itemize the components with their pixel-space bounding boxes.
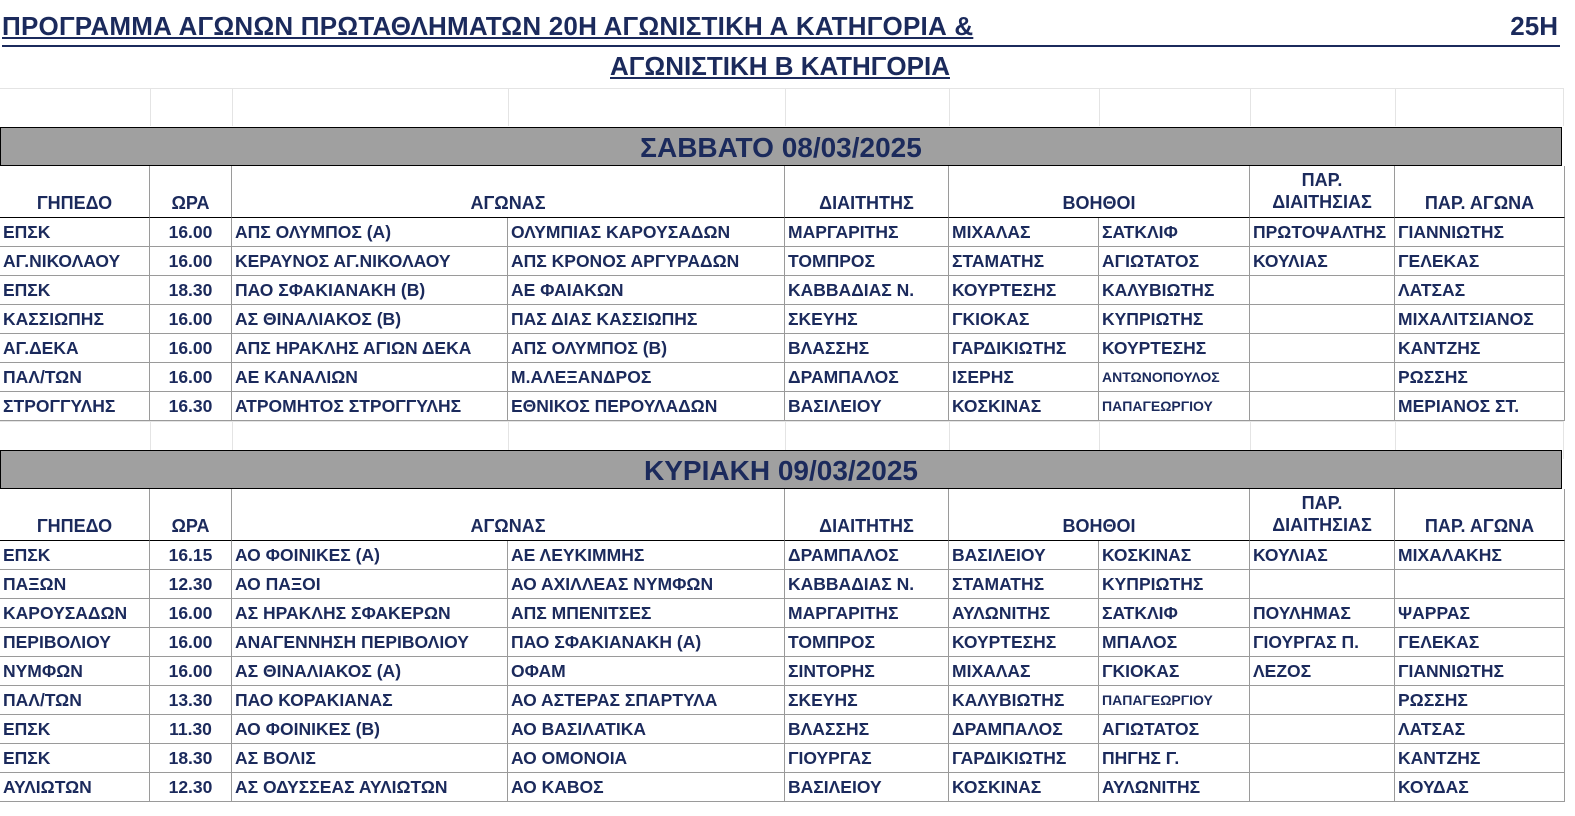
away-team-cell: ΑΟ ΑΣΤΕΡΑΣ ΣΠΑΡΤΥΛΑ (508, 686, 785, 715)
ref-observer-cell (1250, 570, 1395, 599)
header-time (150, 166, 232, 218)
time-cell: 18.30 (150, 276, 232, 305)
header-line: ΔΙΑΙΤΗΣΙΑΣ (1272, 515, 1372, 535)
away-team-cell: ΠΑΟ ΣΦΑΚΙΑΝΑΚΗ (Α) (508, 628, 785, 657)
away-team-cell: ΠΑΣ ΔΙΑΣ ΚΑΣΣΙΩΠΗΣ (508, 305, 785, 334)
referee-cell: ΔΡΑΜΠΑΛΟΣ (785, 541, 949, 570)
table-row (0, 541, 1565, 570)
grid-cell (1250, 88, 1396, 126)
time-cell: 16.00 (150, 657, 232, 686)
home-team-cell: ΑΠΣ ΗΡΑΚΛΗΣ ΑΓΙΩΝ ΔΕΚΑ (232, 334, 508, 363)
header-assistants (949, 489, 1250, 541)
referee-cell: ΜΑΡΓΑΡΙΤΗΣ (785, 218, 949, 247)
header-time-label: ΩΡΑ (171, 516, 210, 536)
assistant-2-cell: ΑΓΙΩΤΑΤΟΣ (1099, 247, 1250, 276)
assistant-2-cell: ΚΥΠΡΙΩΤΗΣ (1099, 570, 1250, 599)
match-observer-cell: ΡΩΣΣΗΣ (1395, 363, 1565, 392)
grid-cell (785, 88, 950, 126)
home-team-cell: ΑΟ ΠΑΞΟΙ (232, 570, 508, 599)
referee-cell: ΒΑΣΙΛΕΙΟΥ (785, 392, 949, 421)
away-team-cell: ΑΟ ΚΑΒΟΣ (508, 773, 785, 802)
header-ref-observer-label (1250, 492, 1394, 536)
away-team-cell: ΟΦΑΜ (508, 657, 785, 686)
assistant-1-cell: ΒΑΣΙΛΕΙΟΥ (949, 541, 1099, 570)
time-cell: 16.00 (150, 305, 232, 334)
home-team-cell: ΑΝΑΓΕΝΝΗΣΗ ΠΕΡΙΒΟΛΙΟΥ (232, 628, 508, 657)
ref-observer-cell: ΠΟΥΛΗΜΑΣ (1250, 599, 1395, 628)
match-observer-cell: ΜΙΧΑΛΙΤΣΙΑΝΟΣ (1395, 305, 1565, 334)
header-match (232, 489, 785, 541)
referee-cell: ΤΟΜΠΡΟΣ (785, 628, 949, 657)
referee-cell: ΜΑΡΓΑΡΙΤΗΣ (785, 599, 949, 628)
assistant-1-cell: ΓΚΙΟΚΑΣ (949, 305, 1099, 334)
day-header-saturday (0, 127, 1562, 166)
round-number: 25Η (1510, 11, 1558, 41)
referee-cell: ΣΚΕΥΗΣ (785, 686, 949, 715)
header-assistants-label: ΒΟΗΘΟΙ (1062, 516, 1136, 536)
away-team-cell: ΑΟ ΒΑΣΙΛΑΤΙΚΑ (508, 715, 785, 744)
header-line: ΔΙΑΙΤΗΣΙΑΣ (1272, 192, 1372, 212)
assistant-1-cell: ΣΤΑΜΑΤΗΣ (949, 570, 1099, 599)
ref-observer-cell: ΚΟΥΛΙΑΣ (1250, 247, 1395, 276)
grid-cell (508, 88, 786, 126)
referee-cell: ΣΚΕΥΗΣ (785, 305, 949, 334)
header-match-observer (1395, 166, 1565, 218)
match-observer-cell: ΛΑΤΣΑΣ (1395, 276, 1565, 305)
day-title: ΚΥΡΙΑΚΗ 09/03/2025 (644, 455, 918, 486)
away-team-cell: ΑΕ ΛΕΥΚΙΜΜΗΣ (508, 541, 785, 570)
table-row (0, 276, 1565, 305)
grid-cell (0, 88, 151, 126)
venue-cell: ΕΠΣΚ (0, 715, 150, 744)
ref-observer-cell (1250, 334, 1395, 363)
table-row (0, 247, 1565, 276)
header-ref-observer (1250, 489, 1395, 541)
page-title: ΠΡΟΓΡΑΜΜΑ ΑΓΩΝΩΝ ΠΡΩΤΑΘΛΗΜΑΤΩΝ 20Η ΑΓΩΝΙΣΤΙΚΗ Α ΚΑΤΗΓΟΡΙΑ & (2, 11, 974, 41)
header-venue (0, 489, 150, 541)
venue-cell: ΠΑΛ/ΤΩΝ (0, 363, 150, 392)
grid-spacer-row (0, 88, 1563, 125)
ref-observer-cell (1250, 686, 1395, 715)
home-team-cell: ΑΣ ΗΡΑΚΛΗΣ ΣΦΑΚΕΡΩΝ (232, 599, 508, 628)
venue-cell: ΚΑΡΟΥΣΑΔΩΝ (0, 599, 150, 628)
home-team-cell: ΑΣ ΘΙΝΑΛΙΑΚΟΣ (Β) (232, 305, 508, 334)
time-cell: 11.30 (150, 715, 232, 744)
grid-cell (1395, 88, 1564, 126)
referee-cell: ΤΟΜΠΡΟΣ (785, 247, 949, 276)
match-observer-cell: ΓΙΑΝΝΙΩΤΗΣ (1395, 218, 1565, 247)
venue-cell: ΑΓ.ΔΕΚΑ (0, 334, 150, 363)
assistant-1-cell: ΜΙΧΑΛΑΣ (949, 657, 1099, 686)
venue-cell: ΝΥΜΦΩΝ (0, 657, 150, 686)
away-team-cell: ΑΠΣ ΟΛΥΜΠΟΣ (Β) (508, 334, 785, 363)
ref-observer-cell (1250, 305, 1395, 334)
time-cell: 16.00 (150, 599, 232, 628)
assistant-1-cell: ΚΟΥΡΤΕΣΗΣ (949, 628, 1099, 657)
assistant-1-cell: ΚΑΛΥΒΙΩΤΗΣ (949, 686, 1099, 715)
home-team-cell: ΑΤΡΟΜΗΤΟΣ ΣΤΡΟΓΓΥΛΗΣ (232, 392, 508, 421)
venue-cell: ΕΠΣΚ (0, 218, 150, 247)
assistant-1-cell: ΓΑΡΔΙΚΙΩΤΗΣ (949, 334, 1099, 363)
venue-cell: ΑΓ.ΝΙΚΟΛΑΟΥ (0, 247, 150, 276)
referee-cell: ΒΛΑΣΣΗΣ (785, 334, 949, 363)
grid-cell (949, 88, 1100, 126)
away-team-cell: ΑΠΣ ΚΡΟΝΟΣ ΑΡΓΥΡΑΔΩΝ (508, 247, 785, 276)
away-team-cell: Μ.ΑΛΕΞΑΝΔΡΟΣ (508, 363, 785, 392)
header-line: ΠΑΡ. (1301, 170, 1343, 190)
time-cell: 16.00 (150, 363, 232, 392)
time-cell: 12.30 (150, 570, 232, 599)
table-header-row (0, 166, 1565, 218)
referee-cell: ΔΡΑΜΠΑΛΟΣ (785, 363, 949, 392)
table-row (0, 363, 1565, 392)
table-row (0, 392, 1565, 421)
home-team-cell: ΑΣ ΟΔΥΣΣΕΑΣ ΑΥΛΙΩΤΩΝ (232, 773, 508, 802)
home-team-cell: ΑΟ ΦΟΙΝΙΚΕΣ (Β) (232, 715, 508, 744)
home-team-cell: ΠΑΟ ΚΟΡΑΚΙΑΝΑΣ (232, 686, 508, 715)
header-time-label: ΩΡΑ (171, 193, 210, 213)
header-ref-observer-label (1250, 169, 1394, 213)
time-cell: 16.30 (150, 392, 232, 421)
assistant-2-cell: ΑΓΙΩΤΑΤΟΣ (1099, 715, 1250, 744)
header-venue-label: ΓΗΠΕΔΟ (36, 516, 113, 536)
ref-observer-cell (1250, 276, 1395, 305)
assistant-2-cell: ΣΑΤΚΛΙΦ (1099, 599, 1250, 628)
header-time (150, 489, 232, 541)
match-observer-cell: ΜΕΡΙΑΝΟΣ ΣΤ. (1395, 392, 1565, 421)
header-line: ΠΑΡ. (1301, 493, 1343, 513)
venue-cell: ΕΠΣΚ (0, 744, 150, 773)
assistant-1-cell: ΙΣΕΡΗΣ (949, 363, 1099, 392)
match-observer-cell: ΓΙΑΝΝΙΩΤΗΣ (1395, 657, 1565, 686)
assistant-2-cell: ΠΑΠΑΓΕΩΡΓΙΟΥ (1099, 392, 1250, 421)
away-team-cell: ΑΟ ΑΧΙΛΛΕΑΣ ΝΥΜΦΩΝ (508, 570, 785, 599)
table-header-row (0, 489, 1565, 541)
grid-cell (232, 88, 509, 126)
header-referee (785, 489, 949, 541)
time-cell: 18.30 (150, 744, 232, 773)
away-team-cell: ΑΟ ΟΜΟΝΟΙΑ (508, 744, 785, 773)
table-row (0, 570, 1565, 599)
match-observer-cell: ΓΕΛΕΚΑΣ (1395, 628, 1565, 657)
ref-observer-cell (1250, 773, 1395, 802)
ref-observer-cell: ΓΙΟΥΡΓΑΣ Π. (1250, 628, 1395, 657)
header-assistants (949, 166, 1250, 218)
match-observer-cell: ΚΑΝΤΖΗΣ (1395, 744, 1565, 773)
table-row (0, 218, 1565, 247)
table-row (0, 657, 1565, 686)
header-match-label: ΑΓΩΝΑΣ (470, 516, 546, 536)
table-row (0, 715, 1565, 744)
ref-observer-cell (1250, 744, 1395, 773)
assistant-2-cell: ΑΥΛΩΝΙΤΗΣ (1099, 773, 1250, 802)
header-match (232, 166, 785, 218)
away-team-cell: ΟΛΥΜΠΙΑΣ ΚΑΡΟΥΣΑΔΩΝ (508, 218, 785, 247)
header-match-observer-label: ΠΑΡ. ΑΓΩΝΑ (1424, 193, 1535, 213)
header-match-observer (1395, 489, 1565, 541)
assistant-1-cell: ΚΟΥΡΤΕΣΗΣ (949, 276, 1099, 305)
assistant-2-cell: ΚΥΠΡΙΩΤΗΣ (1099, 305, 1250, 334)
time-cell: 12.30 (150, 773, 232, 802)
venue-cell: ΕΠΣΚ (0, 276, 150, 305)
grid-cell (1099, 88, 1251, 126)
header-match-label: ΑΓΩΝΑΣ (470, 193, 546, 213)
assistant-2-cell: ΚΟΥΡΤΕΣΗΣ (1099, 334, 1250, 363)
header-referee-label: ΔΙΑΙΤΗΤΗΣ (819, 193, 914, 213)
assistant-1-cell: ΓΑΡΔΙΚΙΩΤΗΣ (949, 744, 1099, 773)
match-observer-cell: ΜΙΧΑΛΑΚΗΣ (1395, 541, 1565, 570)
ref-observer-cell: ΛΕΖΟΣ (1250, 657, 1395, 686)
day-header-sunday (0, 450, 1562, 489)
match-observer-cell: ΛΑΤΣΑΣ (1395, 715, 1565, 744)
away-team-cell: ΕΘΝΙΚΟΣ ΠΕΡΟΥΛΑΔΩΝ (508, 392, 785, 421)
venue-cell: ΑΥΛΙΩΤΩΝ (0, 773, 150, 802)
assistant-1-cell: ΣΤΑΜΑΤΗΣ (949, 247, 1099, 276)
ref-observer-cell (1250, 392, 1395, 421)
day-title: ΣΑΒΒΑΤΟ 08/03/2025 (640, 132, 922, 163)
match-observer-cell: ΨΑΡΡΑΣ (1395, 599, 1565, 628)
page-subtitle: ΑΓΩΝΙΣΤΙΚΗ Β ΚΑΤΗΓΟΡΙΑ (610, 51, 950, 81)
time-cell: 16.00 (150, 247, 232, 276)
referee-cell: ΣΙΝΤΟΡΗΣ (785, 657, 949, 686)
venue-cell: ΚΑΣΣΙΩΠΗΣ (0, 305, 150, 334)
header-ref-observer (1250, 166, 1395, 218)
home-team-cell: ΑΟ ΦΟΙΝΙΚΕΣ (Α) (232, 541, 508, 570)
grid-cell (150, 88, 233, 126)
match-observer-cell (1395, 570, 1565, 599)
referee-cell: ΒΛΑΣΣΗΣ (785, 715, 949, 744)
match-observer-cell: ΚΑΝΤΖΗΣ (1395, 334, 1565, 363)
assistant-1-cell: ΑΥΛΩΝΙΤΗΣ (949, 599, 1099, 628)
home-team-cell: ΠΑΟ ΣΦΑΚΙΑΝΑΚΗ (Β) (232, 276, 508, 305)
table-row (0, 686, 1565, 715)
time-cell: 16.00 (150, 334, 232, 363)
table-row (0, 773, 1565, 802)
referee-cell: ΚΑΒΒΑΔΙΑΣ Ν. (785, 276, 949, 305)
assistant-2-cell: ΓΚΙΟΚΑΣ (1099, 657, 1250, 686)
referee-cell: ΒΑΣΙΛΕΙΟΥ (785, 773, 949, 802)
title-line-1 (2, 11, 1560, 47)
ref-observer-cell: ΚΟΥΛΙΑΣ (1250, 541, 1395, 570)
ref-observer-cell (1250, 363, 1395, 392)
venue-cell: ΣΤΡΟΓΓΥΛΗΣ (0, 392, 150, 421)
time-cell: 16.00 (150, 218, 232, 247)
venue-cell: ΠΕΡΙΒΟΛΙΟΥ (0, 628, 150, 657)
assistant-2-cell: ΣΑΤΚΛΙΦ (1099, 218, 1250, 247)
venue-cell: ΕΠΣΚ (0, 541, 150, 570)
match-observer-cell: ΚΟΥΔΑΣ (1395, 773, 1565, 802)
assistant-1-cell: ΔΡΑΜΠΑΛΟΣ (949, 715, 1099, 744)
assistant-1-cell: ΜΙΧΑΛΑΣ (949, 218, 1099, 247)
venue-cell: ΠΑΞΩΝ (0, 570, 150, 599)
match-observer-cell: ΡΩΣΣΗΣ (1395, 686, 1565, 715)
header-assistants-label: ΒΟΗΘΟΙ (1062, 193, 1136, 213)
assistant-2-cell: ΠΑΠΑΓΕΩΡΓΙΟΥ (1099, 686, 1250, 715)
table-row (0, 334, 1565, 363)
header-venue-label: ΓΗΠΕΔΟ (36, 193, 113, 213)
assistant-1-cell: ΚΟΣΚΙΝΑΣ (949, 773, 1099, 802)
assistant-1-cell: ΚΟΣΚΙΝΑΣ (949, 392, 1099, 421)
header-referee (785, 166, 949, 218)
time-cell: 16.00 (150, 628, 232, 657)
away-team-cell: ΑΕ ΦΑΙΑΚΩΝ (508, 276, 785, 305)
venue-cell: ΠΑΛ/ΤΩΝ (0, 686, 150, 715)
home-team-cell: ΑΕ ΚΑΝΑΛΙΩΝ (232, 363, 508, 392)
assistant-2-cell: ΚΑΛΥΒΙΩΤΗΣ (1099, 276, 1250, 305)
ref-observer-cell (1250, 715, 1395, 744)
referee-cell: ΚΑΒΒΑΔΙΑΣ Ν. (785, 570, 949, 599)
home-team-cell: ΚΕΡΑΥΝΟΣ ΑΓ.ΝΙΚΟΛΑΟΥ (232, 247, 508, 276)
away-team-cell: ΑΠΣ ΜΠΕΝΙΤΣΕΣ (508, 599, 785, 628)
header-venue (0, 166, 150, 218)
assistant-2-cell: ΚΟΣΚΙΝΑΣ (1099, 541, 1250, 570)
table-row (0, 599, 1565, 628)
home-team-cell: ΑΣ ΘΙΝΑΛΙΑΚΟΣ (Α) (232, 657, 508, 686)
assistant-2-cell: ΑΝΤΩΝΟΠΟΥΛΟΣ (1099, 363, 1250, 392)
time-cell: 16.15 (150, 541, 232, 570)
table-row (0, 305, 1565, 334)
ref-observer-cell: ΠΡΩΤΟΨΑΛΤΗΣ (1250, 218, 1395, 247)
referee-cell: ΓΙΟΥΡΓΑΣ (785, 744, 949, 773)
home-team-cell: ΑΣ ΒΟΛΙΣ (232, 744, 508, 773)
assistant-2-cell: ΠΗΓΗΣ Γ. (1099, 744, 1250, 773)
time-cell: 13.30 (150, 686, 232, 715)
match-observer-cell: ΓΕΛΕΚΑΣ (1395, 247, 1565, 276)
table-row (0, 628, 1565, 657)
assistant-2-cell: ΜΠΑΛΟΣ (1099, 628, 1250, 657)
table-row (0, 744, 1565, 773)
header-match-observer-label: ΠΑΡ. ΑΓΩΝΑ (1424, 516, 1535, 536)
home-team-cell: ΑΠΣ ΟΛΥΜΠΟΣ (Α) (232, 218, 508, 247)
header-referee-label: ΔΙΑΙΤΗΤΗΣ (819, 516, 914, 536)
